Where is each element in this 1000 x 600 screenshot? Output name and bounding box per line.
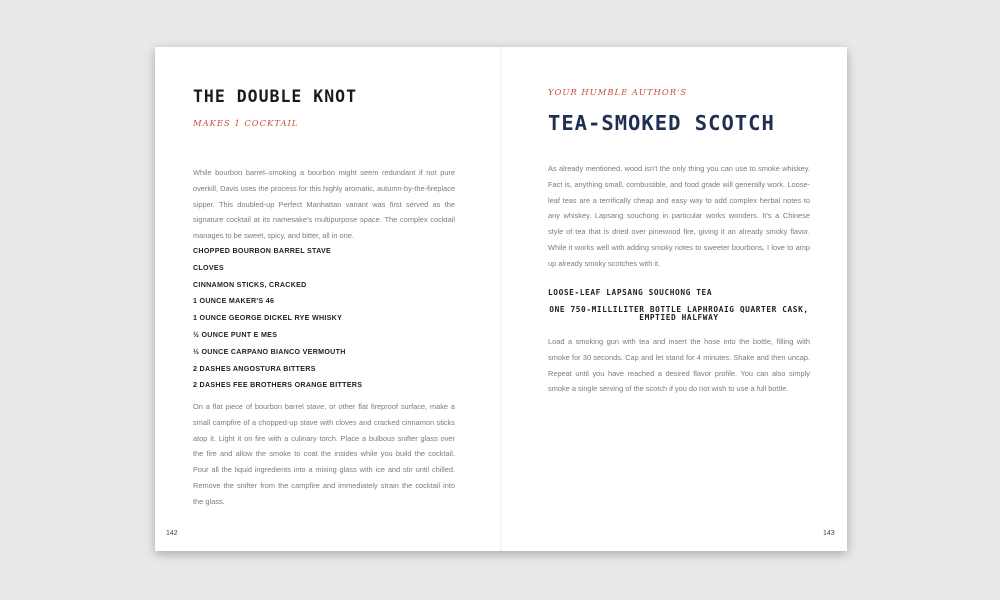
recipe-title: TEA-SMOKED SCOTCH bbox=[548, 111, 775, 135]
ingredient-item: LOOSE-LEAF LAPSANG SOUCHONG TEA bbox=[548, 288, 713, 297]
page-number-right: 143 bbox=[823, 530, 835, 537]
ingredient-item: ½ OUNCE PUNT E MES bbox=[193, 330, 278, 339]
ingredient-item: ONE 750-MILLILITER BOTTLE LAPHROAIG QUARTER CASK, EMPTIED HALFWAY bbox=[549, 304, 809, 322]
ingredient-item: CINNAMON STICKS, CRACKED bbox=[193, 280, 307, 289]
recipe-intro: As already mentioned, wood isn't the only thing you can use to smoke whiskey. Fact is, anything small, combustible, and food grade will generally work. Loose-leaf teas are a terrifically cheap and easy way to add complex herbal notes to any whiskey. Lapsang souchong in particular works wonders. It's a Chinese style of tea that is dried over pinewood fire, giving it an already smoky flavor. While it works well with adding smoky notes to sweeter bourbons, I love to amp up already smoky scotches with it. bbox=[548, 164, 810, 268]
ingredient-list bbox=[193, 243, 455, 394]
left-page bbox=[193, 47, 455, 551]
recipe-method: On a flat piece of bourbon barrel stave, or other flat fireproof surface, make a small campfire of a chopped-up stave with cloves and cracked cinnamon sticks atop it. Light it on fire with a culinary torch. Place a bulbous snifter glass over the fire and allow the smoke to coat the insides while you build the cocktail. Pour all the liquid ingredients into a mixing glass with ice and stir until chilled. Remove the snifter from the campfire and immediately strain the cocktail into the glass. bbox=[193, 402, 455, 506]
recipe-kicker: YOUR HUMBLE AUTHOR'S bbox=[548, 87, 688, 97]
ingredient-item: 1 OUNCE MAKER'S 46 bbox=[193, 297, 275, 306]
ingredient-item: CHOPPED BOURBON BARREL STAVE bbox=[193, 247, 332, 255]
ingredient-item: 2 DASHES FEE BROTHERS ORANGE BITTERS bbox=[193, 381, 363, 390]
ingredient-item: 2 DASHES ANGOSTURA BITTERS bbox=[193, 364, 316, 373]
recipe-title: THE DOUBLE KNOT bbox=[193, 87, 358, 106]
ingredient-item: ½ OUNCE CARPANO BIANCO VERMOUTH bbox=[193, 347, 346, 356]
right-page bbox=[548, 47, 810, 551]
page-number-left: 142 bbox=[166, 530, 178, 537]
recipe-yield: MAKES 1 COCKTAIL bbox=[193, 118, 299, 128]
ingredient-item: 1 OUNCE GEORGE DICKEL RYE WHISKY bbox=[193, 314, 343, 323]
book-gutter bbox=[500, 47, 502, 551]
ingredient-item: CLOVES bbox=[193, 263, 224, 272]
book-spread bbox=[155, 47, 847, 551]
ingredient-list bbox=[548, 289, 810, 323]
recipe-intro: While bourbon barrel–smoking a bourbon might seem redundant if not pure overkill, Davis uses the process for this highly aromatic, autumn-by-the-fireplace sipper. This doubled-up Perfect Manhattan variant was first served as the signature cocktail at its namesake's multipurpose space. The complex cocktail manages to be sweet, spicy, and bitter, all in one. bbox=[193, 168, 455, 241]
recipe-method: Load a smoking gun with tea and insert the hose into the bottle, filling with smoke for 30 seconds. Cap and let stand for 4 minutes. Shake and then uncap. Repeat until you have reached a desired flavor profile. You can also simply smoke a single serving of the scotch if you do not wish to use a full bottle. bbox=[548, 337, 810, 394]
